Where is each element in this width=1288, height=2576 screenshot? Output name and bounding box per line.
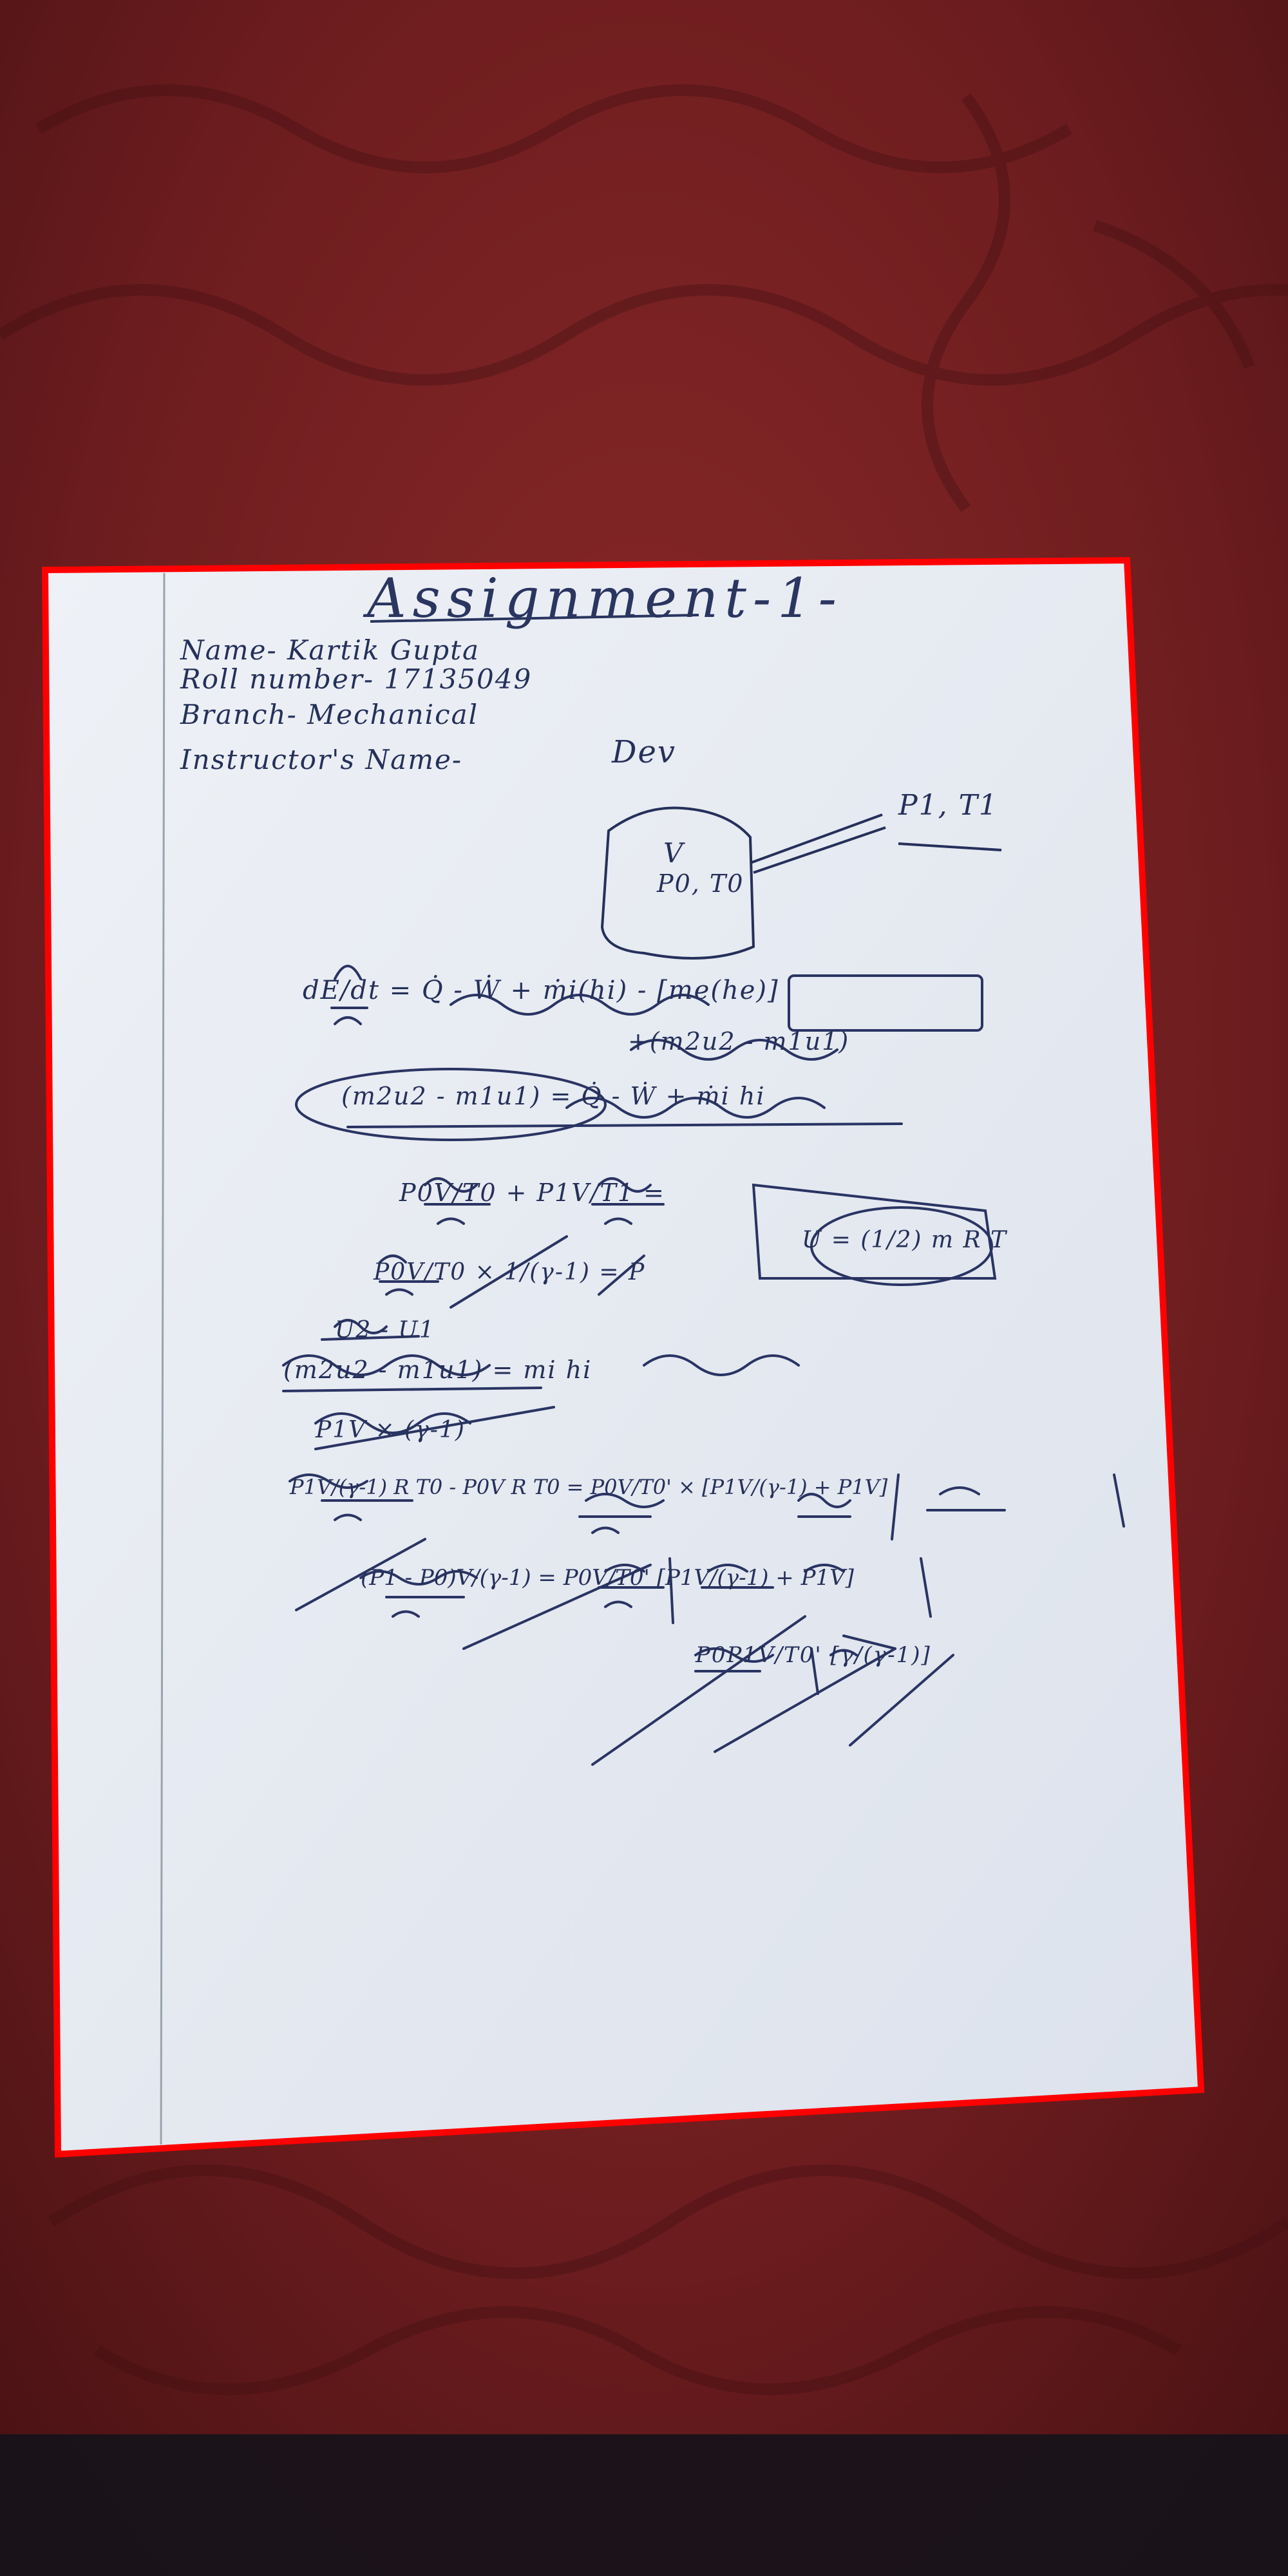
equation-line: (m2u2 - m1u1) = mi hi <box>283 1356 592 1384</box>
equation-line: P1V/(γ-1) R T0 - P0V R T0 = P0V/T0' × [P1V/(γ-1) + P1V] <box>290 1475 888 1499</box>
page-title: Assignment-1- <box>367 567 844 630</box>
instructor-value: Dev <box>612 734 677 770</box>
roll-number-line: Roll number- 17135049 <box>180 663 533 695</box>
equation-line: U2 - U1 <box>335 1317 435 1343</box>
equation-line: (m2u2 - m1u1) = Q̇ - Ẇ + ṁi hi <box>341 1082 766 1110</box>
equation-line: U = (1/2) m R T <box>802 1227 1008 1253</box>
paper-sheet <box>45 560 1201 2154</box>
tank-state-label: P0, T0 <box>657 869 744 898</box>
name-line: Name- Kartik Gupta <box>180 634 480 666</box>
tank-volume-label: V <box>663 837 685 869</box>
line-state-label: P1, T1 <box>898 789 998 822</box>
equation-line: P0P1V/T0' [γ/(γ-1)] <box>696 1642 931 1668</box>
equation-line: P0V/T0 + P1V/T1 = <box>399 1179 665 1207</box>
branch-line: Branch- Mechanical <box>180 699 479 730</box>
equation-line: P0V/T0 × 1/(γ-1) = P <box>374 1259 646 1285</box>
equation-line: dE/dt = Q̇ - Ẇ + ṁi(hi) - [me(he)] <box>303 976 779 1005</box>
equation-line: (P1 - P0)V/(γ-1) = P0V/T0' [P1V/(γ-1) + P1V] <box>361 1565 854 1591</box>
floor-shadow <box>0 2434 1288 2576</box>
equation-line: P1V × (γ-1) <box>316 1417 466 1443</box>
equation-line: +(m2u2 - m1u1) <box>628 1027 850 1056</box>
instructor-label: Instructor's Name- <box>180 744 463 775</box>
